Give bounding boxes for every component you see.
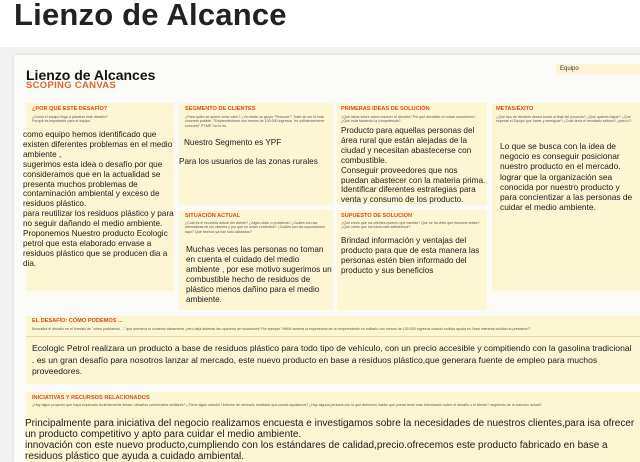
panel-segment-title: SEGMENTO DE CLIENTES (185, 106, 256, 112)
panel-ideas-text[interactable]: Producto para aquellas personas del área rural que están alejadas de la ciudad y necesitan abastecerse con combustible. Conseguir proveedores que nos puedan abastecer con la materia prima. Identificar diferentes estrategias para venta y consumo de los producto. (341, 126, 486, 205)
panel-initiatives-text[interactable]: Principalmente para iniciativa del negocio realizamos encuesta e investigamos sobre la necesidades de nuestros clientes,para isa ofrecer un producto competitivo y apto para cuidar el medio ambiente. innovación con este nuevo producto,cumpliendo con los estándares de calidad,precio.ofrecemos este producto fabricado en base a residuos plástico que ayuda a cuidado ambiental. (25, 418, 635, 462)
panel-why-hint: ¿Cómo el equipo llegó a plantear este desafío? Porqué es importante para el equipo. (32, 115, 108, 124)
panel-goals-text[interactable]: Lo que se busca con la idea de negocio es conseguir posicionar nuestro producto en el mercado. lograr que la organización sea conocida por nuestro producto y para concientizar a las personas de cuidar el medio ambiente. (500, 141, 633, 213)
panel-initiatives-hint: ¿Hay algún proyecto que haya explorado recientemente áreas / desafíos comerciales similares? ¿Tiene algún estudio / informe de mercado realizado que pueda ayudarnos? ¿Hay alguna persona con la que debemos hablar que pueda tener más información sobre el desafío o el cliente? segmento de la solución actual? (32, 403, 542, 407)
panel-ideas-title: PRIMERAS IDEAS DE SOLUCIÓN (341, 106, 430, 112)
panel-situation-text[interactable]: Muchas veces las personas no toman en cuenta el cuidado del medio ambiente , por ese motivo sugerimos un combustible hecho de residuos de plástico menos dañino para el medio ambiente. (186, 245, 332, 304)
panel-why-title: ¿POR QUÉ ESTE DESAFÍO? (32, 106, 108, 112)
panel-situation-title: SITUACIÓN ACTUAL (185, 213, 241, 219)
panel-how-hint: Encuadra el desafío en el formato de "cómo podríamos ..." que enmarca el contexto claramente, pero deja abiertas las opciones de soluciones! Por ejemplo "HMW acelera la experiencia de un emprendedor en solitario con menos de 100.000 ingresos cuando solicita ayuda en línea mientras solicita un préstamo?" (32, 327, 531, 331)
panel-how-text[interactable]: Ecologic Petrol realizara un producto a base de residuos plástico para todo tipo de vehículo, con un precio accesible y compitiendo con la gasolina tradicional . es un gran desafío para nosotros lanzar al mercado, este nuevo producto en base a residuos plástico,que generara fuente de empleo para muchos proveedores. (32, 343, 632, 377)
panel-initiatives-title: INICIATIVAS Y RECURSOS RELACIONADOS (32, 395, 150, 401)
panel-segment-line-2[interactable]: Para los usuarios de las zonas rurales (179, 157, 318, 166)
panel-goals-hint: ¿Qué tipo de decisión desea tomar al final del proyecto? ¿Qué quieres lograr? ¿Qué esperas el Equipo que hacer y averiguar? ¿Cuál sería el resultado exitoso? ¿para tí? (496, 115, 632, 124)
page-title: Lienzo de Alcance (14, 0, 287, 32)
panel-situation-hint: ¿Cuál es el recorrido actual del cliente? ¿Algún dolor o problema? ¿Cuáles son las alternativas de los clientes y por qué no están contentos? ¿Cuáles son las suposiciones aquí? Qué hechos ya han sido validados? (185, 221, 326, 234)
panel-goals-title: METAS/ÉXITO (496, 106, 534, 112)
panel-hypothesis-text[interactable]: Brindad información y ventajas del producto para que de esta manera las personas estén bien informado del producto y sus beneficios (341, 236, 480, 275)
canvas-title: Lienzo de Alcances (26, 67, 156, 83)
panel-how-title: EL DESAFÍO: CÓMO PODEMOS ... (32, 318, 123, 324)
panel-how-divider (26, 336, 640, 337)
panel-hypothesis-title: SUPUESTO DE SOLUCION (341, 213, 413, 219)
panel-segment-line-1[interactable]: Nuestro Segmento es YPF (184, 138, 282, 147)
panel-ideas-hint: ¿Qué ideas sobre cómo resolver el desafío? Por que decidiste en estas soluciones?, ¿Qué está haciendo la competencia? (341, 115, 477, 124)
panel-segment-hint: ¿Para quién se quiere crear valor? ¿Ya existe un grupo "Persona"? Trate de ser lo más concreto posible. "Emprendedores con menos de 100.000 ingresos "es suficientemente concreto" PYME "no lo es. (185, 115, 325, 128)
panel-why-text[interactable]: como equipo hemos identificado que existen diferentes problemas en el medio ambiente , sugerimos esta idea o desafío por que consideramos que en la actualidad se presenta muchos problemas de contaminación ambiental y exceso de residuos plástico. para reutilizar los residuos plástico y para no seguir dañando el medio ambiente. Proponemos Nuestro producto Ecologic petrol que esta elaborado envase a residuos plástico que se producen dia a dia. (23, 130, 174, 268)
canvas-subtitle: SCOPING CANVAS (26, 80, 117, 91)
panel-hypothesis-hint: ¿Qué crees que los clientes quieren que cambie? Que se ha visto que funcione antes? ¿Qué crees que los haría más satisfechos? (341, 221, 480, 230)
team-label: Equipo (560, 66, 579, 72)
